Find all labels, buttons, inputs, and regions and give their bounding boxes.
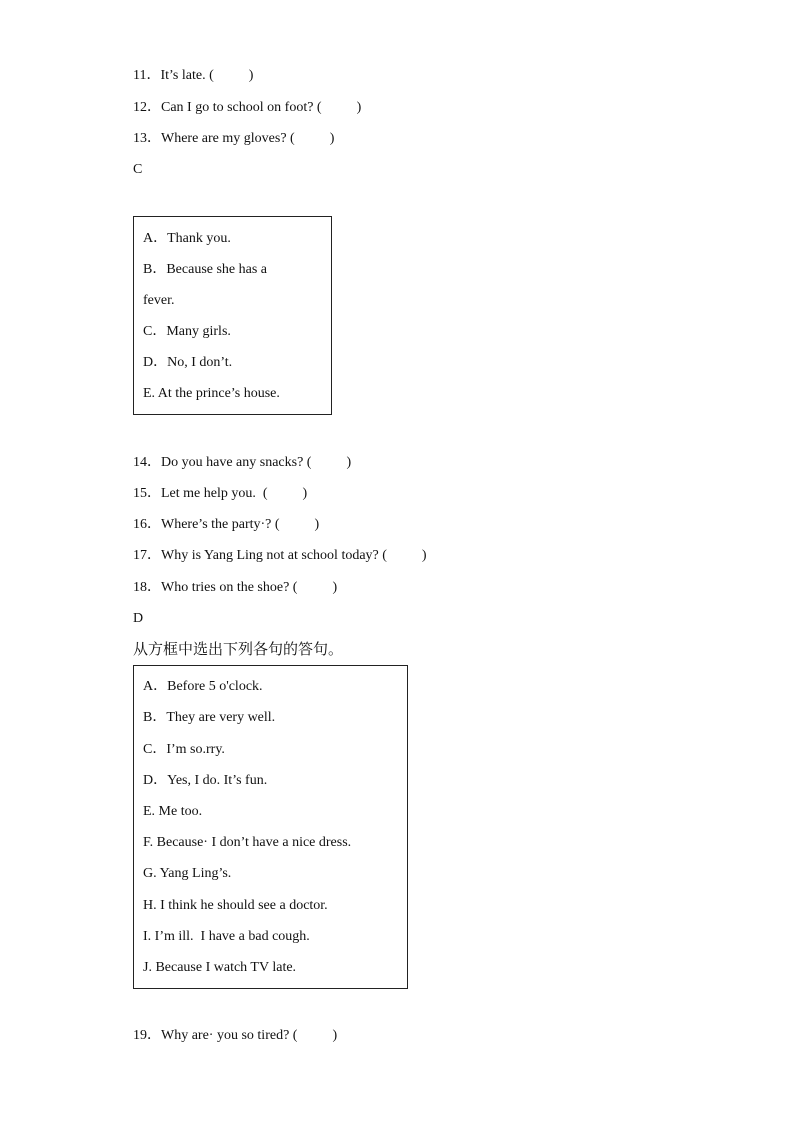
- section-d-label: D: [133, 611, 144, 626]
- option-c: C．Many girls.: [143, 324, 231, 339]
- question-11: 11．It’s late. ( ): [133, 68, 254, 83]
- question-19: 19．Why are· you so tired? ( ): [133, 1028, 338, 1043]
- option-h: H. I think he should see a doctor.: [143, 898, 328, 913]
- option-e: E. At the prince’s house.: [143, 386, 280, 401]
- question-18: 18．Who tries on the shoe? ( ): [133, 580, 338, 595]
- section-c-label: C: [133, 162, 143, 177]
- question-15: 15．Let me help you. ( ): [133, 486, 308, 501]
- question-12: 12．Can I go to school on foot? ( ): [133, 100, 362, 115]
- option-e: E. Me too.: [143, 804, 203, 819]
- option-a: A．Thank you.: [143, 231, 231, 246]
- option-c: C．I’m so.rry.: [143, 742, 225, 757]
- option-i: I. I’m ill. I have a bad cough.: [143, 929, 310, 944]
- option-g: G. Yang Ling’s.: [143, 866, 232, 881]
- option-b: B．They are very well.: [143, 710, 276, 725]
- option-a: A．Before 5 o'clock.: [143, 679, 263, 694]
- section-d-options-box: [133, 665, 408, 989]
- option-d: D．Yes, I do. It’s fun.: [143, 773, 268, 788]
- option-j: J. Because I watch TV late.: [143, 960, 297, 975]
- question-14: 14．Do you have any snacks? ( ): [133, 455, 352, 470]
- option-b: B．Because she has a: [143, 262, 268, 277]
- option-b-continued: fever.: [143, 293, 175, 308]
- section-d-instruction: 从方框中选出下列各句的答句。: [133, 640, 344, 658]
- option-f: F. Because· I don’t have a nice dress.: [143, 835, 352, 850]
- question-13: 13．Where are my gloves? ( ): [133, 131, 335, 146]
- option-d: D．No, I don’t.: [143, 355, 233, 370]
- question-16: 16．Where’s the party·? ( ): [133, 517, 320, 532]
- section-c-options-box: [133, 216, 332, 415]
- question-17: 17．Why is Yang Ling not at school today? ( ): [133, 548, 427, 563]
